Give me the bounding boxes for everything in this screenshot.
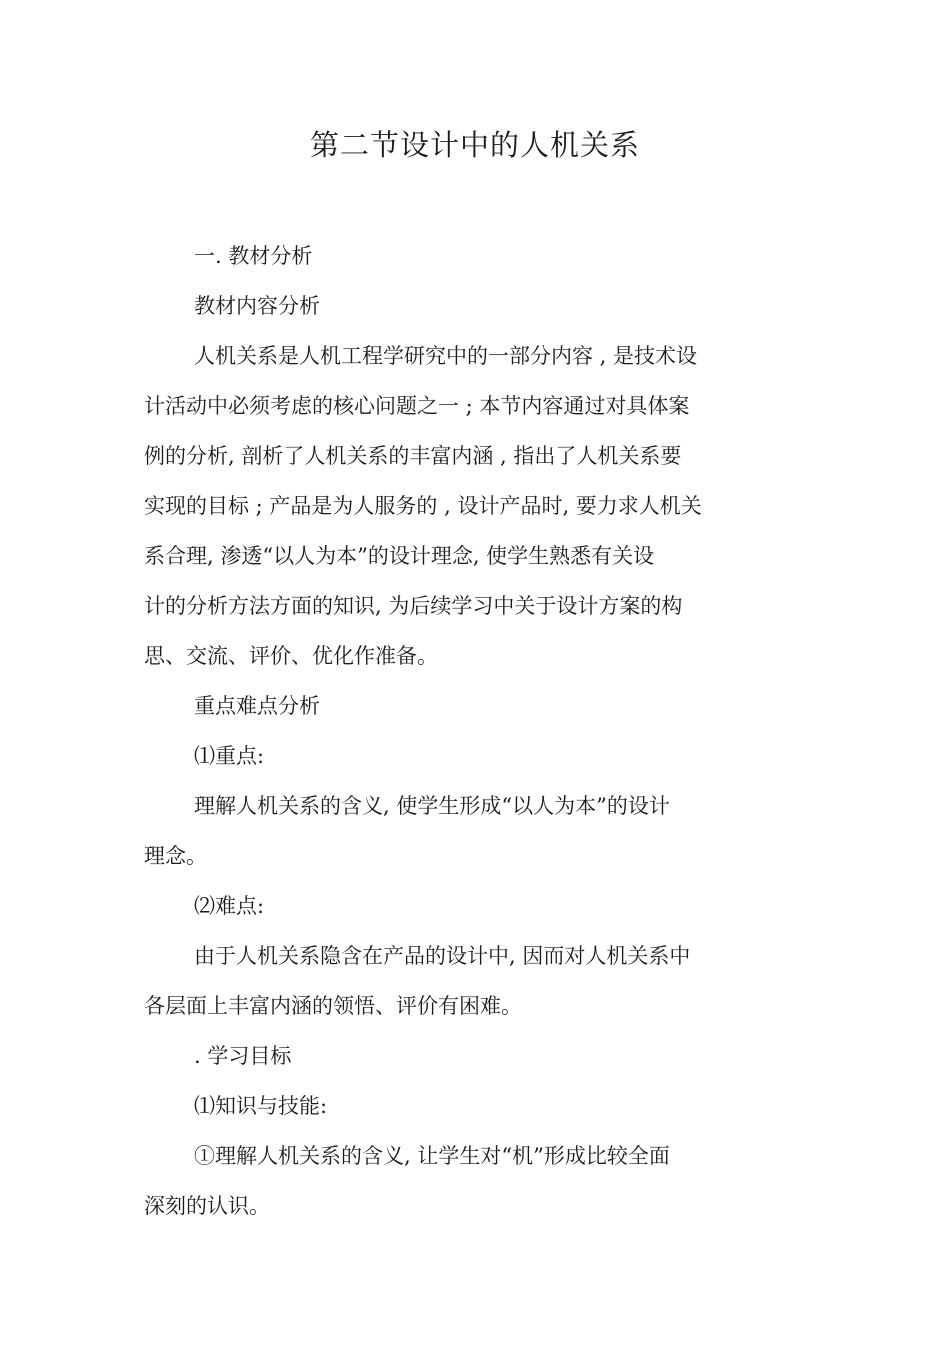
paragraph-line: 实现的目标 ; 产品是为人服务的 , 设计产品时, 要力求人机关	[144, 494, 702, 518]
subheading-content-analysis: 教材内容分析	[194, 294, 320, 318]
paragraph-line: 各层面上丰富内涵的领悟、评价有困难。	[144, 994, 522, 1018]
paragraph-line: 理念。	[144, 844, 207, 868]
paragraph-line: 深刻的认识。	[144, 1194, 270, 1218]
section-heading-learning-goals: . 学习目标	[194, 1044, 292, 1068]
paragraph-line: 计的分析方法方面的知识, 为后续学习中关于设计方案的构	[144, 594, 683, 618]
paragraph-line: 思、交流、评价、优化作准备。	[144, 644, 438, 668]
page-title: 第二节设计中的人机关系	[309, 128, 640, 162]
paragraph-line: 计活动中必须考虑的核心问题之一 ; 本节内容通过对具体案	[144, 394, 690, 418]
paragraph-line: ①理解人机关系的含义, 让学生对“机”形成比较全面	[194, 1144, 670, 1168]
paragraph-line: 系合理, 渗透“以人为本”的设计理念, 使学生熟悉有关设	[144, 544, 655, 568]
subheading-key-difficult-points: 重点难点分析	[194, 694, 320, 718]
paragraph-line: 理解人机关系的含义, 使学生形成“以人为本”的设计	[194, 794, 670, 818]
section-heading-textbook-analysis: 一. 教材分析	[194, 244, 313, 268]
list-label-key-point: ⑴重点:	[194, 744, 265, 768]
paragraph-line: 例的分析, 剖析了人机关系的丰富内涵 , 指出了人机关系要	[144, 444, 682, 468]
list-label-difficult-point: ⑵难点:	[194, 894, 265, 918]
list-label-knowledge-skills: ⑴知识与技能:	[194, 1094, 328, 1118]
paragraph-line: 由于人机关系隐含在产品的设计中, 因而对人机关系中	[194, 944, 691, 968]
paragraph-line: 人机关系是人机工程学研究中的一部分内容 , 是技术设	[194, 344, 698, 368]
